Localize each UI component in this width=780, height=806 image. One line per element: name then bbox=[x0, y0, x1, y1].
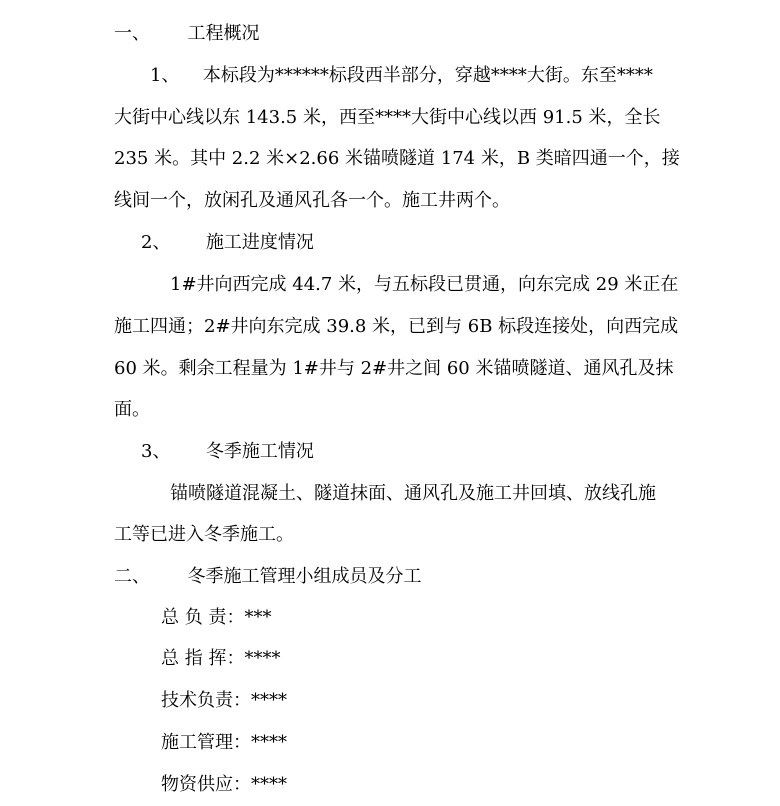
section1-heading bbox=[114, 22, 259, 46]
member-commander: 总 指 挥：**** bbox=[161, 648, 281, 669]
item1-line-2: 大街中心线以东 143.5 米，西至****大街中心线以西 91.5 米，全长 bbox=[114, 107, 661, 128]
member-supply: 物资供应：**** bbox=[161, 774, 287, 795]
section1-heading-number: 一、 bbox=[114, 23, 150, 44]
section2-heading-text: 冬季施工管理小组成员及分工 bbox=[187, 566, 422, 587]
item2-line-4: 面。 bbox=[114, 399, 150, 420]
item2-number: 2、 bbox=[141, 232, 171, 253]
item1-line-1: 本标段为******标段西半部分，穿越****大街。东至**** bbox=[202, 65, 653, 86]
member-chief: 总 负 责：*** bbox=[161, 607, 272, 628]
item3-line-2: 工等已进入冬季施工。 bbox=[114, 524, 294, 545]
item1-first-line bbox=[150, 64, 653, 88]
item2-line-1: 1#井向西完成 44.7 米，与五标段已贯通，向东完成 29 米正在 bbox=[170, 274, 679, 295]
item3-line-1: 锚喷隧道混凝土、隧道抹面、通风孔及施工井回填、放线孔施 bbox=[170, 483, 656, 504]
item1-line-3: 235 米。其中 2.2 米×2.66 米锚喷隧道 174 米，B 类暗四通一个，接 bbox=[114, 148, 680, 169]
section2-heading-number: 二、 bbox=[114, 566, 150, 587]
item1-number: 1、 bbox=[150, 65, 180, 86]
item3-heading bbox=[141, 440, 314, 464]
item2-title: 施工进度情况 bbox=[205, 232, 314, 253]
section2-heading bbox=[114, 565, 421, 589]
item2-heading bbox=[141, 231, 314, 255]
member-construction: 施工管理：**** bbox=[161, 732, 287, 753]
item2-line-3: 60 米。剩余工程量为 1#井与 2#井之间 60 米锚喷隧道、通风孔及抹 bbox=[114, 358, 674, 379]
item3-number: 3、 bbox=[141, 441, 171, 462]
member-technical: 技术负责：**** bbox=[161, 690, 287, 711]
item2-line-2: 施工四通；2#井向东完成 39.8 米，已到与 6B 标段连接处，向西完成 bbox=[114, 316, 679, 337]
item1-line-4: 线间一个，放闲孔及通风孔各一个。施工井两个。 bbox=[114, 190, 510, 211]
item3-title: 冬季施工情况 bbox=[205, 441, 314, 462]
section1-heading-text: 工程概况 bbox=[187, 23, 260, 44]
